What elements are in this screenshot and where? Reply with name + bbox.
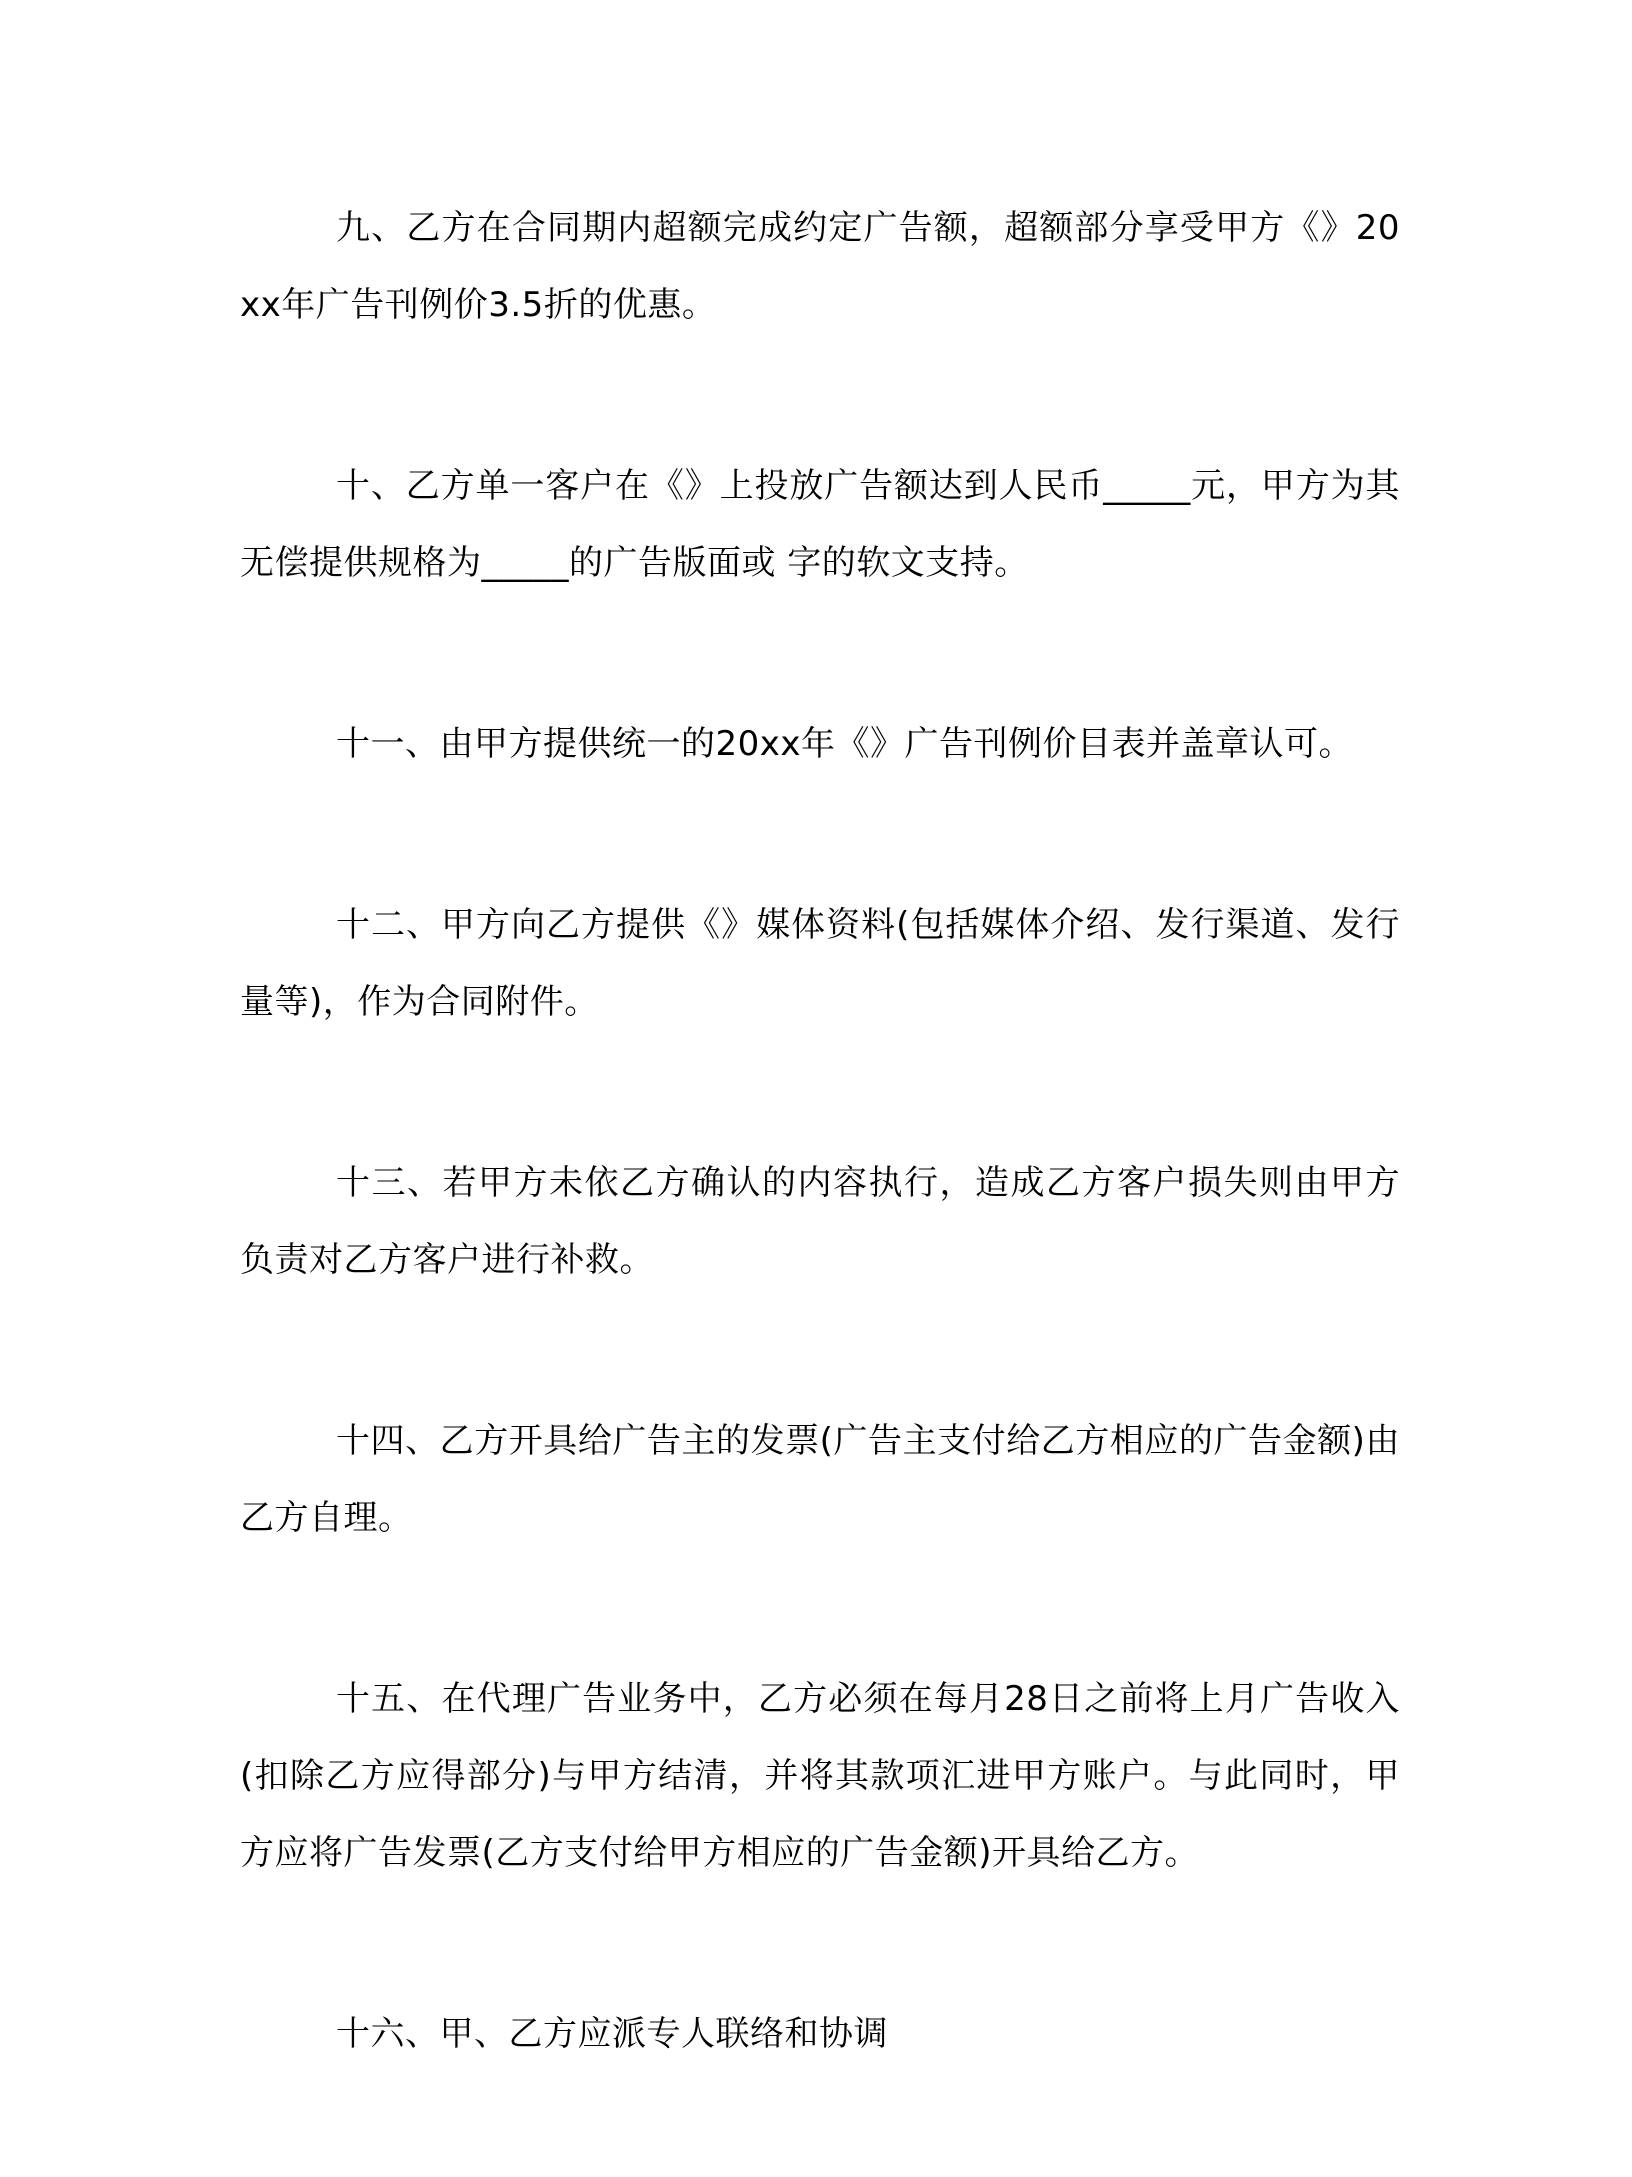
clause-16: 十六、甲、乙方应派专人联络和协调 — [336, 2014, 888, 2054]
clause-13: 十三、若甲方未依乙方确认的内容执行，造成乙方客户损失则由甲方负责对乙方客户进行补救。 — [240, 1163, 1400, 1280]
clause-10: 十、乙方单一客户在《》上投放广告额达到人民币_____元，甲方为其无偿提供规格为_____的广告版面或 字的软文支持。 — [240, 466, 1400, 583]
document-body — [240, 190, 1400, 2177]
clause-11: 十一、由甲方提供统一的20xx年《》广告刊例价目表并盖章认可。 — [336, 724, 1354, 764]
clause-12: 十二、甲方向乙方提供《》媒体资料(包括媒体介绍、发行渠道、发行量等)，作为合同附件。 — [240, 905, 1400, 1022]
clause-15: 十五、在代理广告业务中，乙方必须在每月28日之前将上月广告收入(扣除乙方应得部分)与甲方结清，并将其款项汇进甲方账户。与此同时，甲方应将广告发票(乙方支付给甲方相应的广告金额)开具给乙方。 — [240, 1679, 1400, 1873]
clause-9: 九、乙方在合同期内超额完成约定广告额，超额部分享受甲方《》20xx年广告刊例价3.5折的优惠。 — [240, 208, 1400, 325]
clause-14: 十四、乙方开具给广告主的发票(广告主支付给乙方相应的广告金额)由乙方自理。 — [240, 1421, 1400, 1538]
